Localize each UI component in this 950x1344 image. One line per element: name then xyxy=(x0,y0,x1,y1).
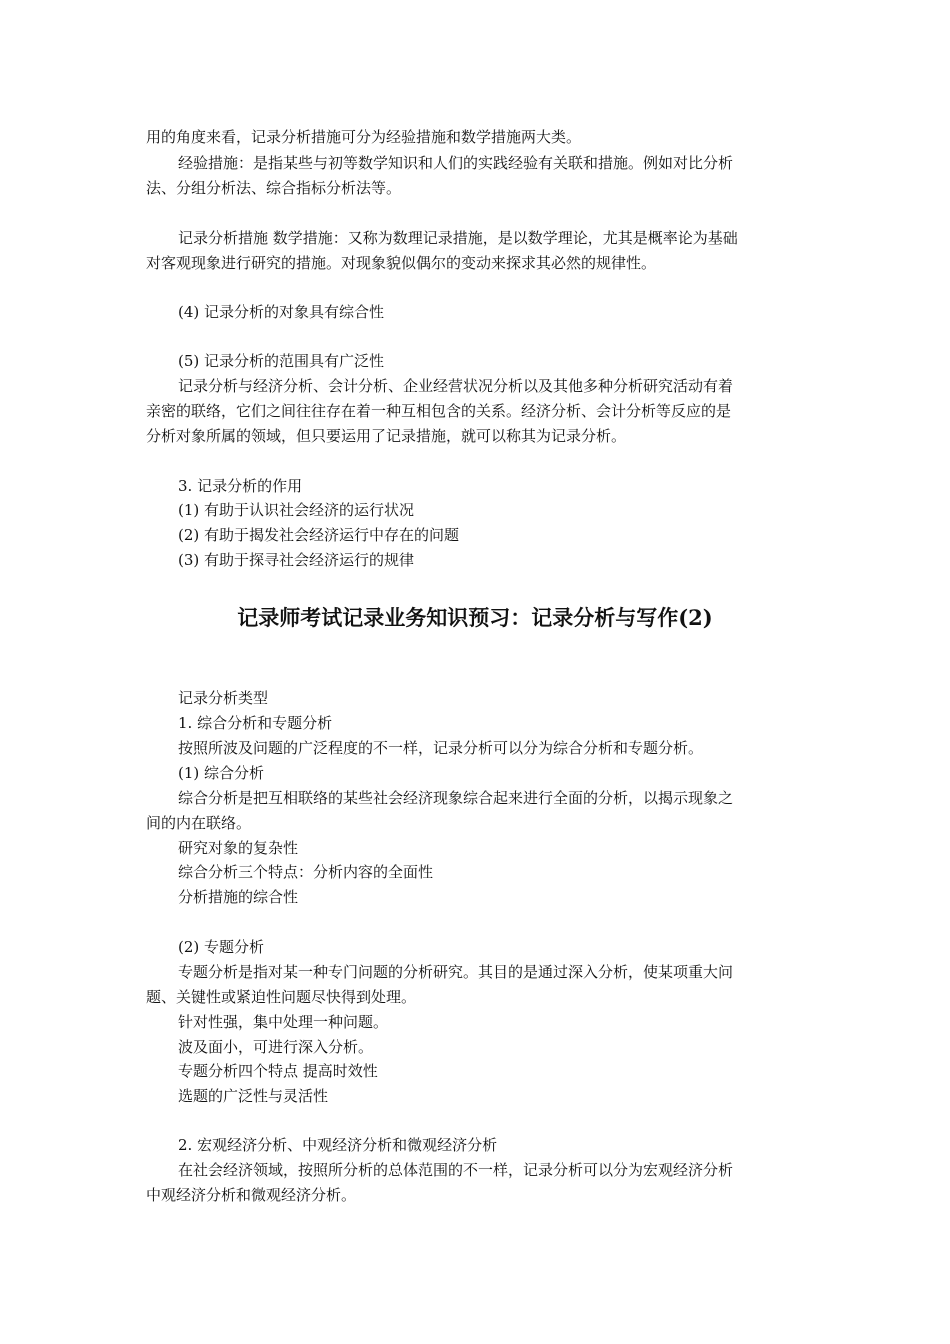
section-subheading: 记录分析类型 xyxy=(178,689,269,707)
section-subheading: (1) 综合分析 xyxy=(178,764,265,782)
text-line: 间的内在联络。 xyxy=(146,814,252,832)
text-line: 对客观现象进行研究的措施。对现象貌似偶尔的变动来探求其必然的规律性。 xyxy=(146,254,657,272)
text-line: 专题分析是指对某一种专门问题的分析研究。其目的是通过深入分析，使某项重大问 xyxy=(178,963,734,981)
text-line: 中观经济分析和微观经济分析。 xyxy=(146,1186,357,1204)
text-line: 记录分析与经济分析、会计分析、企业经营状况分析以及其他多种分析研究活动有着 xyxy=(178,377,734,395)
text-line: 按照所波及问题的广泛程度的不一样，记录分析可以分为综合分析和专题分析。 xyxy=(178,739,704,757)
section-subheading: (2) 专题分析 xyxy=(178,938,265,956)
text-line: 法、分组分析法、综合指标分析法等。 xyxy=(146,179,402,197)
text-line: 选题的广泛性与灵活性 xyxy=(178,1087,329,1105)
text-line: 研究对象的复杂性 xyxy=(178,839,299,857)
text-line: 综合分析三个特点：分析内容的全面性 xyxy=(178,863,434,881)
text-line: 经验措施：是指某些与初等数学知识和人们的实践经验有关联和措施。例如对比分析 xyxy=(178,154,734,172)
text-line: 记录分析措施 数学措施：又称为数理记录措施，是以数学理论，尤其是概率论为基础 xyxy=(178,229,738,247)
list-item: (5) 记录分析的范围具有广泛性 xyxy=(178,352,385,370)
text-line: 专题分析四个特点 提高时效性 xyxy=(178,1062,378,1080)
text-line: 在社会经济领域，按照所分析的总体范围的不一样，记录分析可以分为宏观经济分析 xyxy=(178,1161,734,1179)
text-line: 用的角度来看，记录分析措施可分为经验措施和数学措施两大类。 xyxy=(146,128,582,146)
text-line: 题、关键性或紧迫性问题尽快得到处理。 xyxy=(146,988,417,1006)
section-subheading: 3. 记录分析的作用 xyxy=(178,477,303,495)
section-subheading: 2. 宏观经济分析、中观经济分析和微观经济分析 xyxy=(178,1136,498,1154)
section-subheading: 1. 综合分析和专题分析 xyxy=(178,714,333,732)
text-line: 针对性强，集中处理一种问题。 xyxy=(178,1013,389,1031)
text-line: 分析措施的综合性 xyxy=(178,888,299,906)
text-line: 分析对象所属的领域，但只要运用了记录措施，就可以称其为记录分析。 xyxy=(146,427,627,445)
list-item: (2) 有助于揭发社会经济运行中存在的问题 xyxy=(178,526,460,544)
text-line: 波及面小，可进行深入分析。 xyxy=(178,1038,374,1056)
list-item: (4) 记录分析的对象具有综合性 xyxy=(178,303,385,321)
text-line: 综合分析是把互相联络的某些社会经济现象综合起来进行全面的分析，以揭示现象之 xyxy=(178,789,734,807)
page-title: 记录师考试记录业务知识预习：记录分析与写作(2) xyxy=(237,605,713,630)
list-item: (1) 有助于认识社会经济的运行状况 xyxy=(178,501,415,519)
list-item: (3) 有助于探寻社会经济运行的规律 xyxy=(178,551,415,569)
text-line: 亲密的联络，它们之间往往存在着一种互相包含的关系。经济分析、会计分析等反应的是 xyxy=(146,402,732,420)
